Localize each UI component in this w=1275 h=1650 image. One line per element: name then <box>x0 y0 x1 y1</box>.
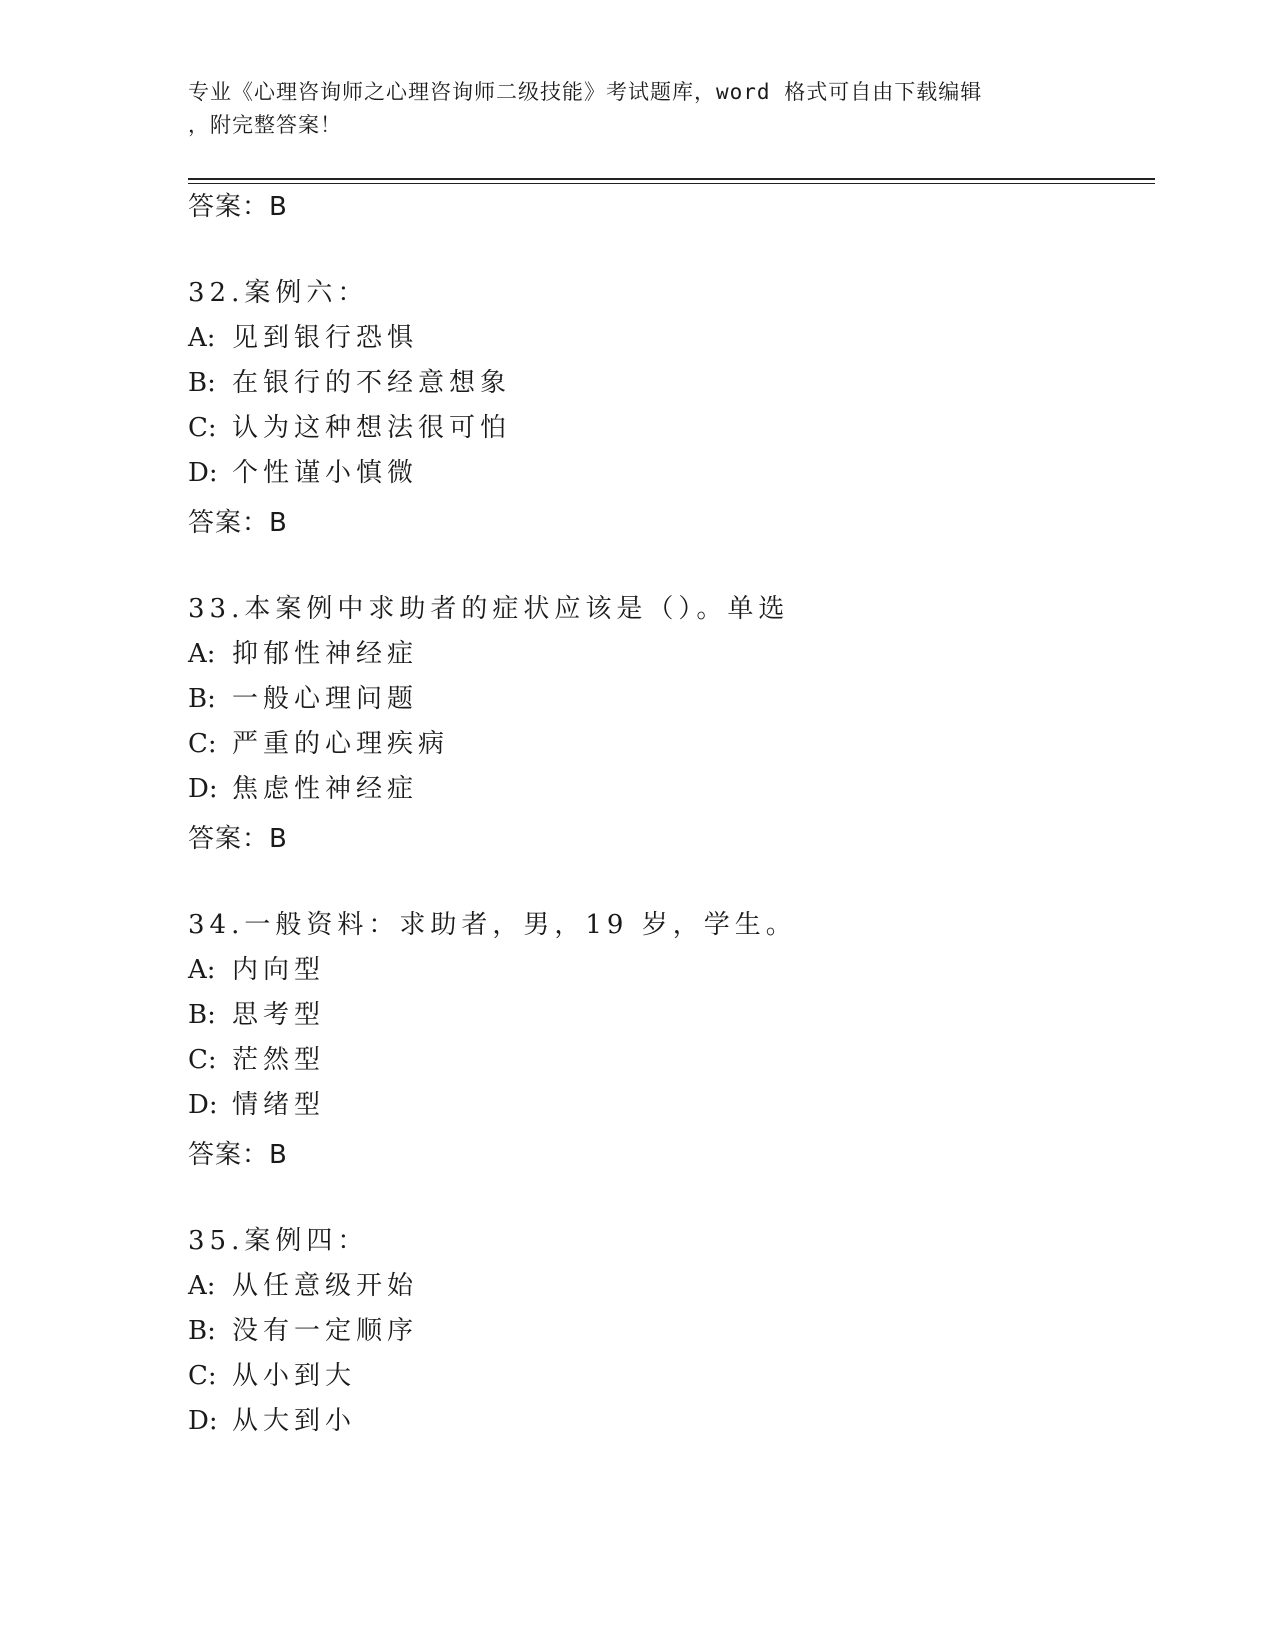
option-c <box>188 727 449 761</box>
answer-label: 答案： <box>188 1140 270 1170</box>
option-text: 思考型 <box>232 1000 326 1030</box>
answer-label: 答案： <box>188 824 270 854</box>
question-title: 34.一般资料：求助者，男，19 岁，学生。 <box>188 910 797 940</box>
option-text: 从大到小 <box>232 1406 357 1436</box>
option-text: 茫然型 <box>232 1045 326 1075</box>
option-text: 从任意级开始 <box>232 1271 419 1301</box>
option-letter: A: <box>188 639 216 669</box>
answer-label: 答案： <box>188 192 270 222</box>
option-letter: D: <box>188 774 218 804</box>
option-text: 焦虑性神经症 <box>232 774 419 804</box>
option-text: 内向型 <box>232 955 326 985</box>
question-title: 32.案例六： <box>188 278 369 308</box>
header-line-1: 专业《心理咨询师之心理咨询师二级技能》考试题库，word 格式可自由下载编辑 <box>188 80 983 104</box>
header-divider-thin <box>188 183 1155 184</box>
option-text: 见到银行恐惧 <box>232 323 419 353</box>
option-text: 没有一定顺序 <box>232 1316 419 1346</box>
document-header <box>188 76 1088 142</box>
option-letter: C: <box>188 413 217 443</box>
option-letter: B: <box>188 1000 216 1030</box>
option-text: 从小到大 <box>232 1361 357 1391</box>
option-letter: C: <box>188 1045 217 1075</box>
header-divider-thick <box>188 178 1155 180</box>
option-letter: B: <box>188 1316 216 1346</box>
option-d <box>188 772 418 806</box>
option-text: 严重的心理疾病 <box>232 729 450 759</box>
option-a <box>188 637 418 671</box>
option-d <box>188 1088 325 1122</box>
option-letter: C: <box>188 1361 217 1391</box>
option-letter: D: <box>188 458 218 488</box>
option-b <box>188 1314 418 1348</box>
option-c <box>188 1043 325 1077</box>
option-a <box>188 321 418 355</box>
option-text: 抑郁性神经症 <box>232 639 419 669</box>
option-letter: B: <box>188 368 216 398</box>
option-letter: D: <box>188 1090 218 1120</box>
option-letter: A: <box>188 1271 216 1301</box>
answer-line <box>188 506 288 540</box>
option-d <box>188 456 418 490</box>
answer-value: B <box>269 192 288 222</box>
option-a <box>188 953 325 987</box>
answer-line <box>188 190 288 224</box>
option-letter: C: <box>188 729 217 759</box>
option-text: 一般心理问题 <box>232 684 419 714</box>
answer-value: B <box>269 508 288 538</box>
option-letter: B: <box>188 684 216 714</box>
option-text: 个性谨小慎微 <box>232 458 419 488</box>
answer-line <box>188 1138 288 1172</box>
option-a <box>188 1269 418 1303</box>
option-text: 认为这种想法很可怕 <box>232 413 512 443</box>
option-b <box>188 998 325 1032</box>
answer-value: B <box>269 824 288 854</box>
question-title: 35.案例四： <box>188 1226 369 1256</box>
option-b <box>188 682 418 716</box>
answer-value: B <box>269 1140 288 1170</box>
option-letter: A: <box>188 323 216 353</box>
option-b <box>188 366 511 400</box>
answer-label: 答案： <box>188 508 270 538</box>
header-line-2: ，附完整答案！ <box>188 113 342 137</box>
question-title: 33.本案例中求助者的症状应该是（）。单选 <box>188 594 790 624</box>
option-letter: A: <box>188 955 216 985</box>
option-text: 在银行的不经意想象 <box>232 368 512 398</box>
option-d <box>188 1404 356 1438</box>
answer-line <box>188 822 288 856</box>
option-text: 情绪型 <box>232 1090 326 1120</box>
option-letter: D: <box>188 1406 218 1436</box>
option-c <box>188 411 511 445</box>
option-c <box>188 1359 356 1393</box>
